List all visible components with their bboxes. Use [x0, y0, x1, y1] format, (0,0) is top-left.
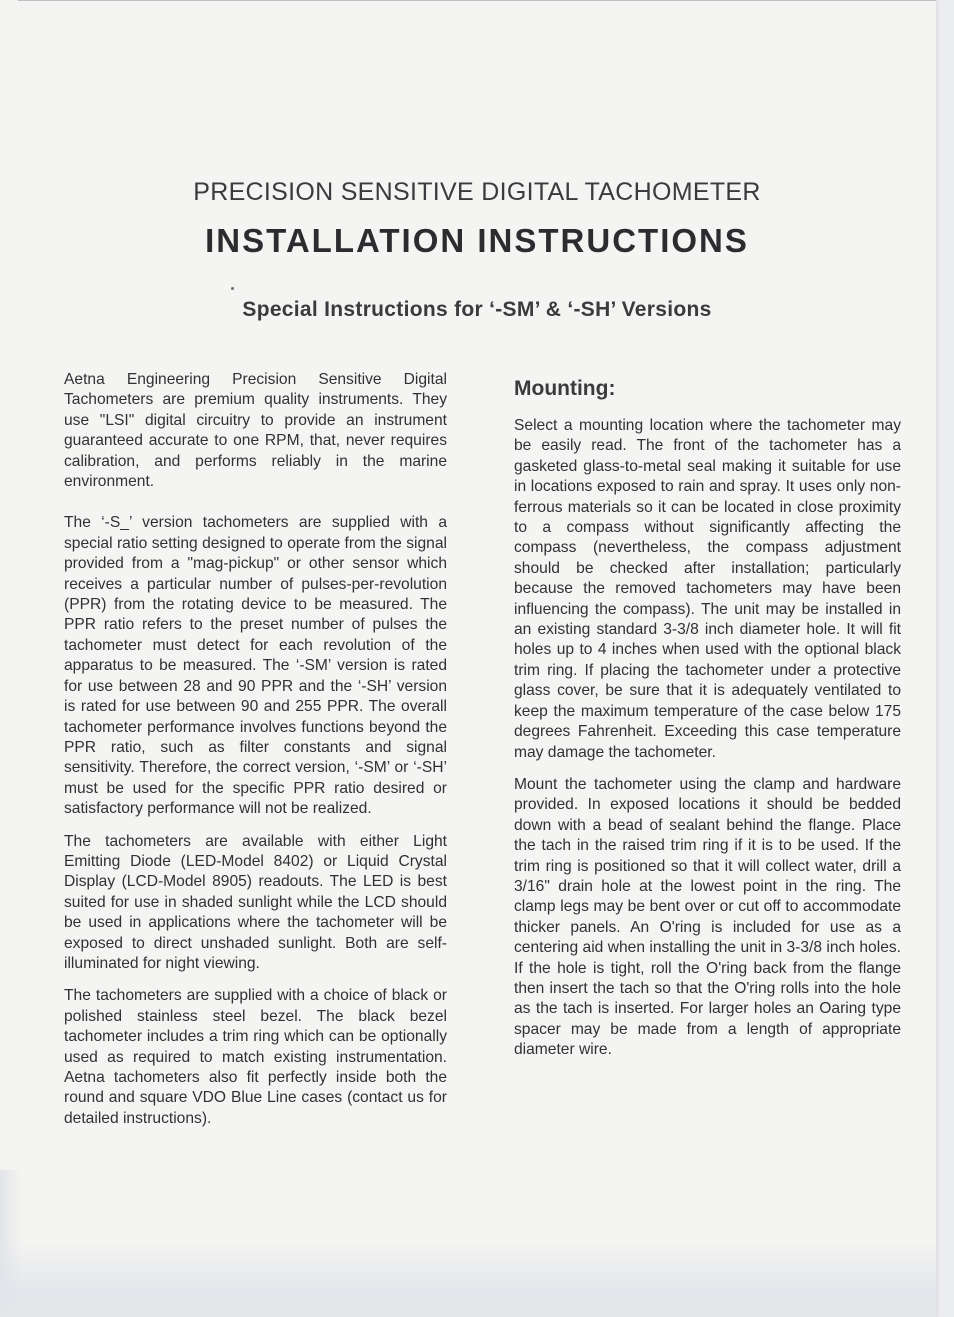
document-title: INSTALLATION INSTRUCTIONS	[205, 222, 749, 259]
scan-bottom-band	[0, 1240, 936, 1317]
page-top-edge	[18, 0, 936, 1]
right-column	[514, 376, 901, 1061]
mounting-heading: Mounting:	[514, 377, 616, 400]
paragraph-mounting-location: Select a mounting location where the tachometer may be easily read. The front of the tachometer has a gasketed glass-to-metal seal making it suitable for use in locations exposed to rain and spray. It uses only non-ferrous materials so it can be located in close proximity to a compass without significantly affecting the compass (nevertheless, the compass adjustment should be checked after installation; particularly because the removed tachometers may have been influencing the compass). The unit may be installed in an existing standard 3-3/8 inch diameter hole. It will fit holes up to 4 inches when used with the optional black trim ring. If placing the tachometer under a protective glass cover, be sure that it is adequately ventilated to keep the maximum temperature of the case below 175 degrees Fahrenheit. Exceeding this case temperature may damage the tachometer.	[514, 417, 901, 761]
document-subtitle: PRECISION SENSITIVE DIGITAL TACHOMETER	[193, 178, 761, 206]
paragraph-bezel: The tachometers are supplied with a choice of black or polished stainless steel bezel. The black bezel tachometer includes a trim ring which can be optionally used as required to match existing instrumentation. Aetna tachometers also fit perfectly inside both the round and square VDO Blue Line cases (contact us for detailed instructions).	[64, 987, 447, 1127]
paragraph-intro: Aetna Engineering Precision Sensitive Digital Tachometers are premium quality instruments. They use "LSI" digital circuitry to provide an instrument guaranteed accurate to one RPM, that, never requires calibration, and performs reliably in the marine environment.	[64, 371, 447, 491]
scan-speck	[231, 287, 234, 290]
special-instructions-heading: Special Instructions for ‘-SM’ & ‘-SH’ Versions	[242, 298, 712, 321]
paragraph-mounting-procedure: Mount the tachometer using the clamp and hardware provided. In exposed locations it should be bedded down with a bead of sealant behind the flange. Place the tach in the raised trim ring if it is to be used. If the trim ring is positioned so that it will collect water, drill a 3/16" drain hole at the lowest point in the ring. The clamp legs may be bent over or cut off to accommodate thicker panels. An O'ring is included for use as a centering aid when installing the unit in 3-3/8 inch holes. If the hole is tight, roll the O'ring back from the flange then insert the tach so that the O'ring rolls into the hole as the tach is inserted. For larger holes an Oaring type spacer may be made from a length of appropriate diameter wire.	[514, 775, 901, 1059]
paragraph-version: The ‘-S_’ version tachometers are supplied with a special ratio setting designed to operate from the signal provided from a "mag-pickup" or other sensor which receives a particular number of pulses-per-revolution (PPR) from the rotating device to be measured. The PPR ratio refers to the preset number of pulses the tachometer must detect for each revolution of the apparatus to be measured. The ‘-SM’ version is rated for use between 28 and 90 PPR and the ‘-SH’ version is rated for use between 90 and 255 PPR. The overall tachometer performance involves functions beyond the PPR ratio, such as filter constants and signal sensitivity. Therefore, the correct version, ‘-SM’ or ‘-SH’ must be used for the specific PPR ratio desired or satisfactory performance will not be realized.	[64, 514, 447, 818]
paragraph-displays: The tachometers are available with either Light Emitting Diode (LED-Model 8402) or Liquid Crystal Display (LCD-Model 8905) readouts. The LED is best suited for use in shaded sunlight while the LCD should be used in applications where the tachometer will be exposed to direct unshaded sunlight. Both are self-illuminated for night viewing.	[64, 832, 447, 972]
left-column	[64, 370, 447, 1129]
